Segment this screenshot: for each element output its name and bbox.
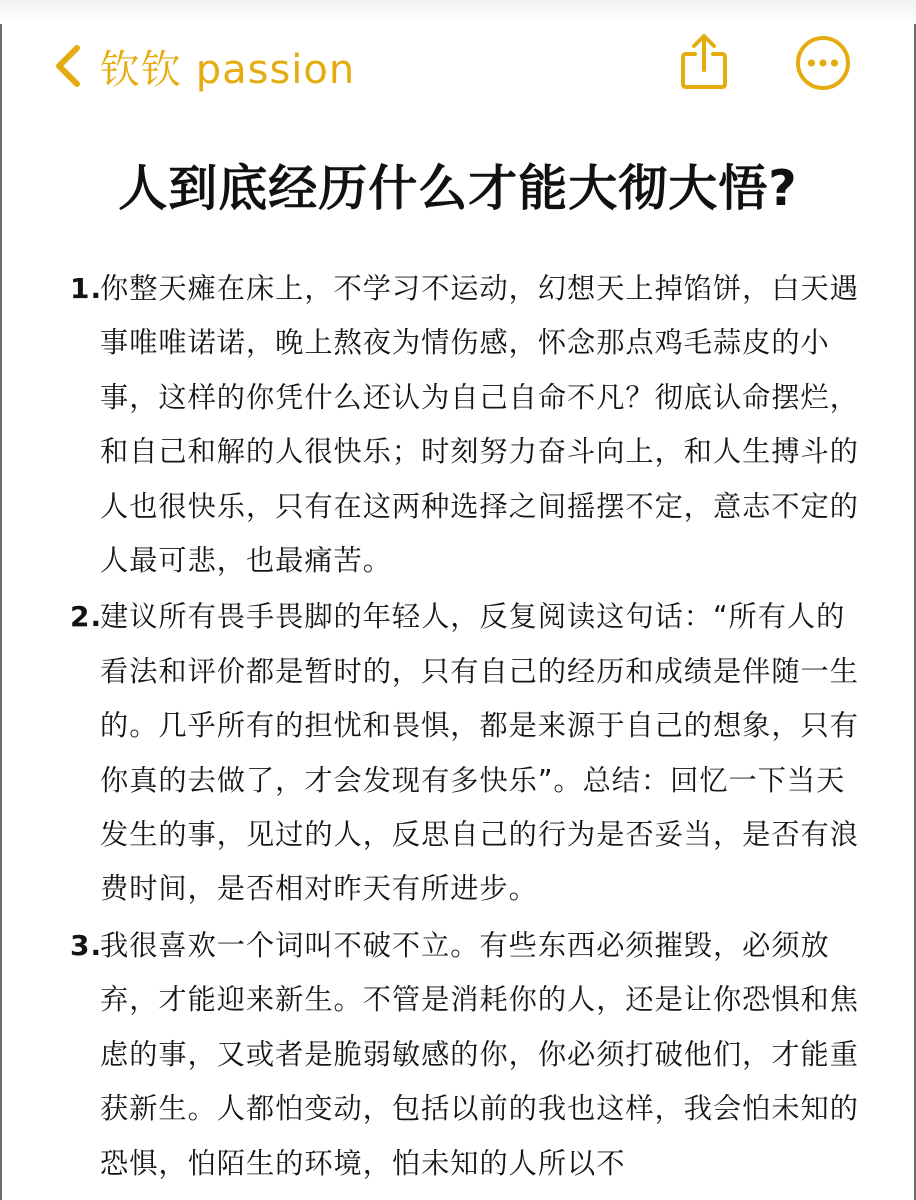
list-item-number: 2.: [70, 600, 103, 634]
list-item: [70, 590, 870, 916]
more-button[interactable]: [794, 34, 852, 92]
share-button[interactable]: [676, 32, 732, 92]
list-item-text: 你整天瘫在床上，不学习不运动，幻想天上掉馅饼，白天遇事唯唯诺诺，晚上熬夜为情伤感，怀念那点鸡毛蒜皮的小事，这样的你凭什么还认为自己自命不凡？彻底认命摆烂，和自己和解的人很快乐；时刻努力奋斗向上，和人生搏斗的人也很快乐，只有在这两种选择之间摇摆不定，意志不定的人最可悲，也最痛苦。: [100, 272, 859, 578]
note-body[interactable]: [70, 262, 870, 1193]
list-item-text: 我很喜欢一个词叫不破不立。有些东西必须摧毁，必须放弃，才能迎来新生。不管是消耗你的人，还是让你恐惧和焦虑的事，又或者是脆弱敏感的你，你必须打破他们，才能重获新生。人都怕变动，包括以前的我也这样，我会怕未知的恐惧，怕陌生的环境，怕未知的人所以不: [100, 928, 859, 1180]
chevron-left-icon: [48, 38, 88, 94]
back-button[interactable]: [48, 38, 355, 94]
list-item-number: 1.: [70, 272, 103, 305]
more-circle-icon: [794, 77, 852, 96]
note-title: 人到底经历什么才能大彻大悟?: [118, 160, 798, 217]
list-item-number: 3.: [70, 928, 103, 962]
back-label: 钦钦 passion: [100, 46, 356, 93]
list-item-text: 建议所有畏手畏脚的年轻人，反复阅读这句话：“所有人的看法和评价都是暂时的，只有自己的经历和成绩是伴随一生的。几乎所有的担忧和畏惧，都是来源于自己的想象，只有你真的去做了，才会发现有多快乐”。总结：回忆一下当天发生的事，见过的人，反思自己的行为是否妥当，是否有浪费时间，是否相对昨天有所进步。: [100, 600, 859, 906]
navigation-bar: [0, 20, 916, 110]
list-item: [70, 262, 870, 588]
share-icon: [676, 77, 732, 96]
list-item: [70, 919, 870, 1191]
